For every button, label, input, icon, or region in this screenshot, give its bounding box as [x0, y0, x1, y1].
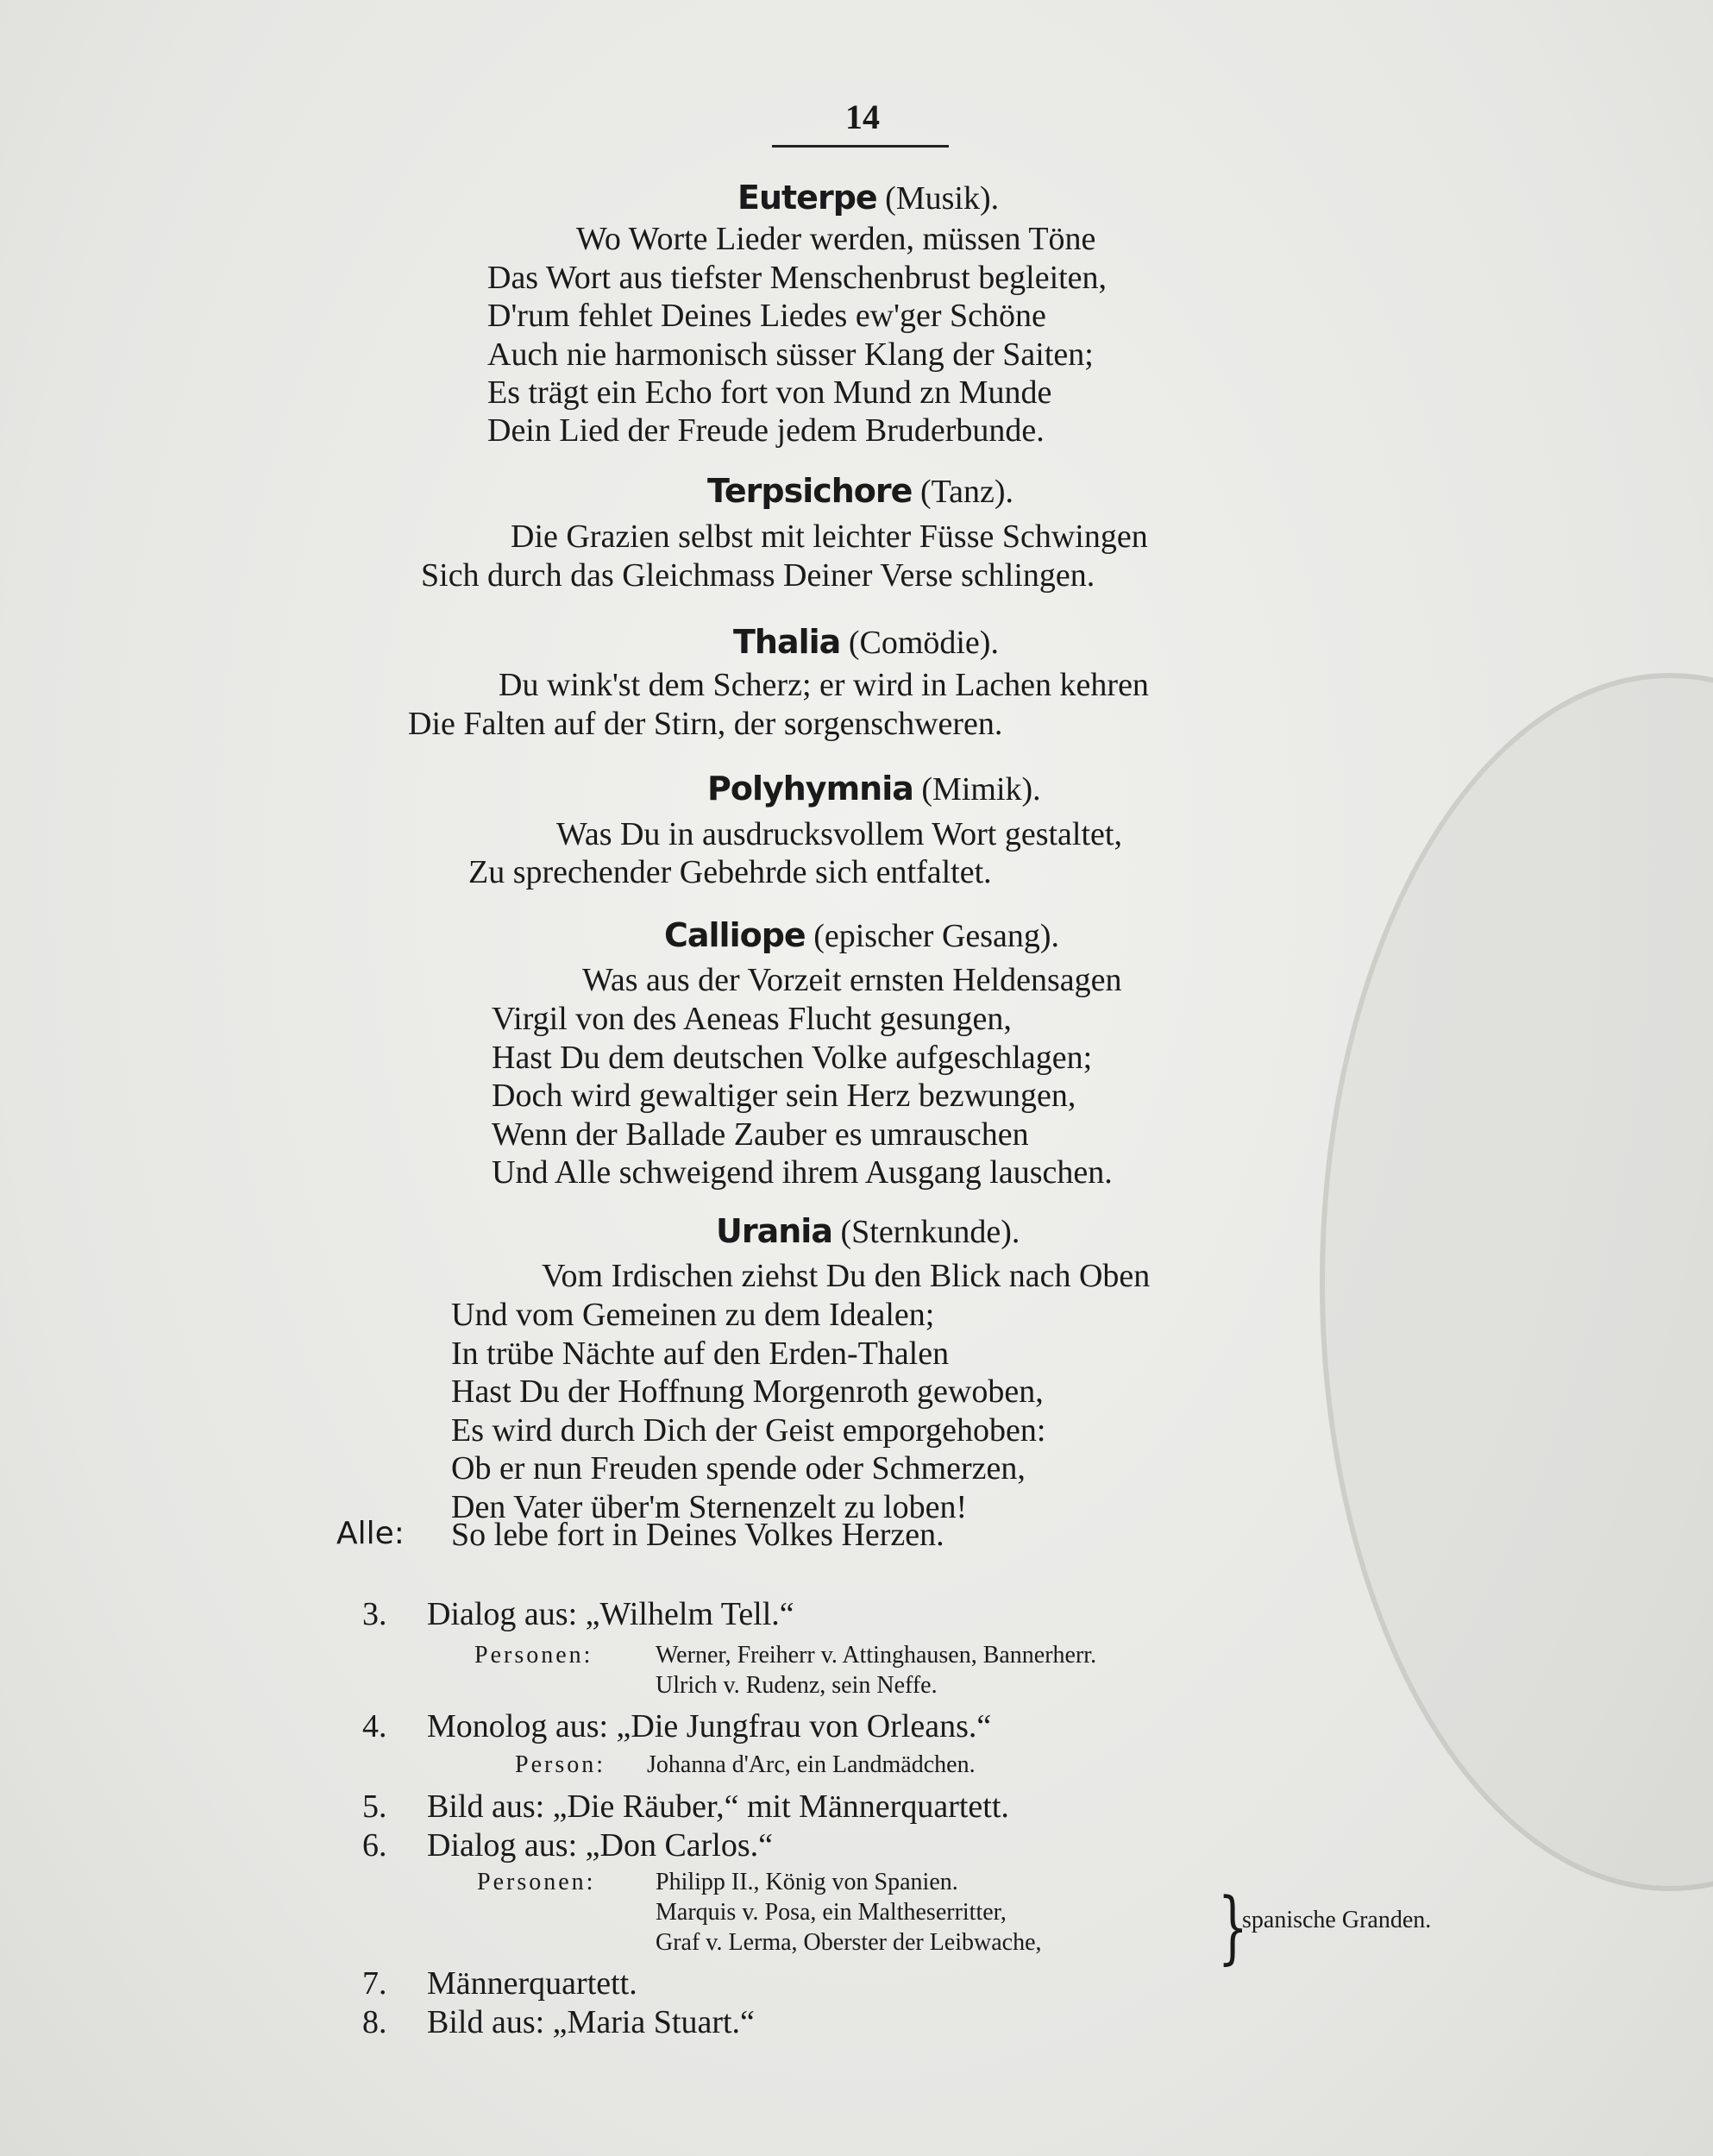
person-entry: Marquis v. Posa, ein Maltheserritter,: [656, 1899, 1007, 1926]
person-entry: Graf v. Lerma, Oberster der Leibwache,: [656, 1929, 1042, 1956]
speaker-alle: Alle:: [336, 1516, 405, 1551]
verse-line: Vom Irdischen ziehst Du den Blick nach Oben: [542, 1258, 1151, 1294]
muse-heading-urania: [716, 1212, 1020, 1250]
verse-line: Auch nie harmonisch süsser Klang der Saiten;: [487, 336, 1094, 373]
verse-line: Dein Lied der Freude jedem Bruderbunde.: [487, 412, 1045, 449]
verse-line: Und Alle schweigend ihrem Ausgang lauschen.: [492, 1154, 1113, 1191]
program-item: Monolog aus: „Die Jungfrau von Orleans.“: [427, 1708, 992, 1744]
muse-art: (Musik).: [885, 180, 1000, 217]
muse-name: Polyhymnia: [707, 770, 913, 808]
muse-art: (Mimik).: [921, 771, 1041, 808]
person-entry: Ulrich v. Rudenz, sein Neffe.: [656, 1672, 938, 1699]
muse-heading-euterpe: [737, 181, 999, 215]
verse-line: Ob er nun Freuden spende oder Schmerzen,: [451, 1450, 1026, 1487]
program-item: Männerquartett.: [427, 1965, 637, 2002]
program-number: 8.: [362, 2004, 387, 2040]
verse-line: Die Falten auf der Stirn, der sorgenschweren.: [408, 706, 1003, 742]
verse-line: Hast Du der Hoffnung Morgenroth gewoben,: [451, 1373, 1044, 1410]
verse-line: Das Wort aus tiefster Menschenbrust begleiten,: [487, 260, 1107, 296]
persons-label: Personen:: [474, 1642, 593, 1669]
muse-heading-calliope: [664, 916, 1060, 954]
verse-line: Was Du in ausdrucksvollem Wort gestaltet,: [556, 816, 1122, 852]
verse-line: Doch wird gewaltiger sein Herz bezwungen,: [492, 1078, 1076, 1114]
muse-name: Thalia: [733, 623, 841, 661]
verse-line: Es trägt ein Echo fort von Mund zn Munde: [487, 374, 1052, 411]
muse-heading-terpsichore: [707, 472, 1014, 510]
header-rule: [772, 145, 949, 148]
muse-name: Terpsichore: [707, 472, 913, 510]
muse-art: (Comödie).: [848, 625, 999, 661]
curly-brace-icon: }: [1217, 1881, 1248, 1973]
verse-line: D'rum fehlet Deines Liedes ew'ger Schöne: [487, 298, 1046, 334]
verse-line: Den Vater über'm Sternenzelt zu loben!: [451, 1489, 968, 1525]
person-group-label: spanische Granden.: [1242, 1907, 1432, 1933]
verse-line: Die Grazien selbst mit leichter Füsse Schwingen: [511, 519, 1148, 555]
muse-art: (Sternkunde).: [840, 1214, 1020, 1250]
verse-line: Sich durch das Gleichmass Deiner Verse schlingen.: [421, 557, 1095, 594]
person-entry: Werner, Freiherr v. Attinghausen, Bannerherr.: [656, 1642, 1097, 1669]
program-number: 4.: [362, 1708, 387, 1744]
verse-line: Zu sprechender Gebehrde sich entfaltet.: [468, 854, 992, 890]
verse-line: Was aus der Vorzeit ernsten Heldensagen: [582, 962, 1122, 998]
program-number: 3.: [362, 1596, 387, 1632]
program-item: Dialog aus: „Wilhelm Tell.“: [427, 1596, 794, 1632]
muse-heading-thalia: [733, 625, 999, 659]
person-entry: Philipp II., König von Spanien.: [656, 1869, 958, 1895]
verse-line: Wenn der Ballade Zauber es umrauschen: [492, 1116, 1029, 1153]
program-number: 7.: [362, 1965, 387, 2002]
program-item: Dialog aus: „Don Carlos.“: [427, 1827, 774, 1864]
program-number: 6.: [362, 1827, 387, 1864]
verse-line: Es wird durch Dich der Geist emporgehoben:: [451, 1412, 1046, 1449]
persons-label: Personen:: [477, 1869, 596, 1895]
verse-line: Hast Du dem deutschen Volke aufgeschlagen;: [492, 1040, 1093, 1076]
verse-line: Virgil von des Aeneas Flucht gesungen,: [492, 1001, 1012, 1037]
program-item: Bild aus: „Maria Stuart.“: [427, 2004, 755, 2040]
muse-heading-polyhymnia: [707, 772, 1041, 806]
muse-name: Calliope: [664, 916, 806, 954]
person-entry: Johanna d'Arc, ein Landmädchen.: [647, 1751, 976, 1778]
verse-line-alle: So lebe fort in Deines Volkes Herzen.: [451, 1517, 944, 1553]
verse-line: Und vom Gemeinen zu dem Idealen;: [451, 1297, 935, 1333]
muse-name: Euterpe: [737, 179, 877, 217]
persons-label: Person:: [515, 1751, 606, 1778]
program-item: Bild aus: „Die Räuber,“ mit Männerquartett.: [427, 1788, 1009, 1825]
verse-line: Wo Worte Lieder werden, müssen Töne: [576, 221, 1096, 257]
muse-art: (epischer Gesang).: [813, 918, 1060, 954]
muse-name: Urania: [716, 1212, 832, 1250]
water-stain: [1320, 673, 1713, 1891]
verse-line: In trübe Nächte auf den Erden-Thalen: [451, 1336, 950, 1372]
page-number: 14: [845, 97, 880, 136]
muse-art: (Tanz).: [919, 474, 1014, 510]
program-number: 5.: [362, 1788, 387, 1825]
verse-line: Du wink'st dem Scherz; er wird in Lachen kehren: [499, 667, 1149, 703]
